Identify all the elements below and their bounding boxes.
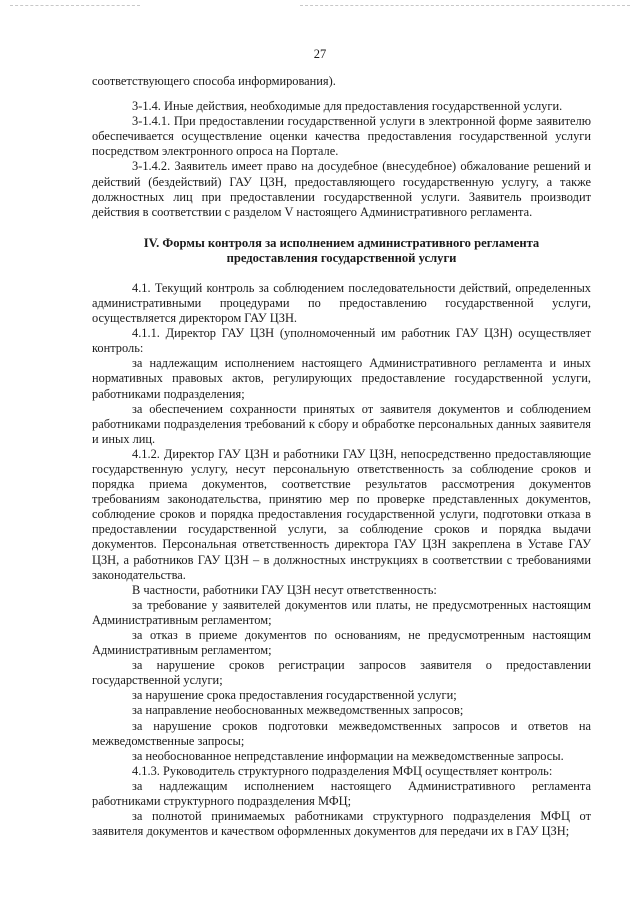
paragraph-4-1-1: 4.1.1. Директор ГАУ ЦЗН (уполномоченный им работник ГАУ ЦЗН) осуществляет контроль: bbox=[92, 326, 591, 356]
paragraph-4-1-1-a: за надлежащим исполнением настоящего Административного регламента и иных нормативных правовых актов, регулирующих предоставление государственной услуги, работниками подразделения; bbox=[92, 356, 591, 401]
paragraph-3-1-4-1: 3-1.4.1. При предоставлении государственной услуги в электронной форме заявителю обеспечивается осуществление оценки качества предоставления государственной услуги посредством электронного опроса на Портале. bbox=[92, 114, 591, 159]
scan-edge-right bbox=[300, 5, 630, 6]
paragraph-responsibility-4: за нарушение срока предоставления государственной услуги; bbox=[132, 688, 457, 703]
paragraph-responsibility-7: за необоснованное непредставление информации на межведомственные запросы. bbox=[132, 748, 564, 763]
paragraph-4-1-2: 4.1.2. Директор ГАУ ЦЗН и работники ГАУ ЦЗН, непосредственно предоставляющие государственную услугу, несут персональную ответственность за соблюдение сроков и порядка приема документов, соответствие результатов рассмотрения документов требованиям законодательства, принятию мер по проверке представленных документов, соблюдение сроков и порядка предоставления государственной услуги, подготовки отказа в предоставлении государственной услуги, за соблюдение сроков и порядка выдачи документов. Персональная ответственность директора ГАУ ЦЗН закреплена в Уставе ГАУ ЦЗН, а работников ГАУ ЦЗН – в должностных инструкциях в соответствии с требованиями законодательства. bbox=[92, 446, 591, 582]
paragraph-responsibility-3: за нарушение сроков регистрации запросов заявителя о предоставлении государственной услуги; bbox=[92, 658, 591, 688]
paragraph-4-1-1-b: за обеспечением сохранности принятых от заявителя документов и соблюдением работниками подразделения требований к сбору и обработке персональных данных заявителя и иных лиц. bbox=[92, 401, 591, 446]
paragraph-4-1: 4.1. Текущий контроль за соблюдением последовательности действий, определенных административными процедурами по предоставлению государственной услуги, осуществляется директором ГАУ ЦЗН. bbox=[92, 280, 591, 326]
paragraph-responsibility-1: за требование у заявителей документов или платы, не предусмотренных настоящим Административным регламентом; bbox=[92, 597, 591, 627]
paragraph-responsibility-intro: В частности, работники ГАУ ЦЗН несут ответственность: bbox=[132, 582, 437, 597]
page-number: 27 bbox=[313, 47, 327, 61]
scan-edge-left bbox=[10, 5, 140, 6]
paragraph-responsibility-6: за нарушение сроков подготовки межведомственных запросов и ответов на межведомственные запросы; bbox=[92, 718, 591, 748]
paragraph-responsibility-2: за отказ в приеме документов по основаниям, не предусмотренным настоящим Административным регламентом; bbox=[92, 628, 591, 658]
paragraph-4-1-3: 4.1.3. Руководитель структурного подразделения МФЦ осуществляет контроль: bbox=[132, 763, 553, 778]
section-heading: IV. Формы контроля за исполнением административного регламента предоставления государственной услуги bbox=[143, 235, 540, 266]
paragraph-responsibility-5: за направление необоснованных межведомственных запросов; bbox=[132, 703, 464, 718]
document-body bbox=[92, 74, 591, 839]
paragraph-4-1-3-b: за полнотой принимаемых работниками структурного подразделения МФЦ от заявителя документов и качеством оформленных документов для передачи их в ГАУ ЦЗН; bbox=[92, 809, 591, 839]
paragraph-4-1-3-a: за надлежащим исполнением настоящего Административного регламента работниками структурного подразделения МФЦ; bbox=[92, 778, 591, 809]
paragraph-3-1-4: 3-1.4. Иные действия, необходимые для предоставления государственной услуги. bbox=[132, 99, 563, 114]
paragraph-continuation: соответствующего способа информирования). bbox=[92, 74, 336, 88]
paragraph-3-1-4-2: 3-1.4.2. Заявитель имеет право на досудебное (внесудебное) обжалование решений и действий (бездействий) ГАУ ЦЗН, предоставляющего государственную услугу, а также должностных лиц при предоставлении государственной услуги. Заявитель производит действия в соответствии с разделом V настоящего Административного регламента. bbox=[92, 159, 591, 219]
